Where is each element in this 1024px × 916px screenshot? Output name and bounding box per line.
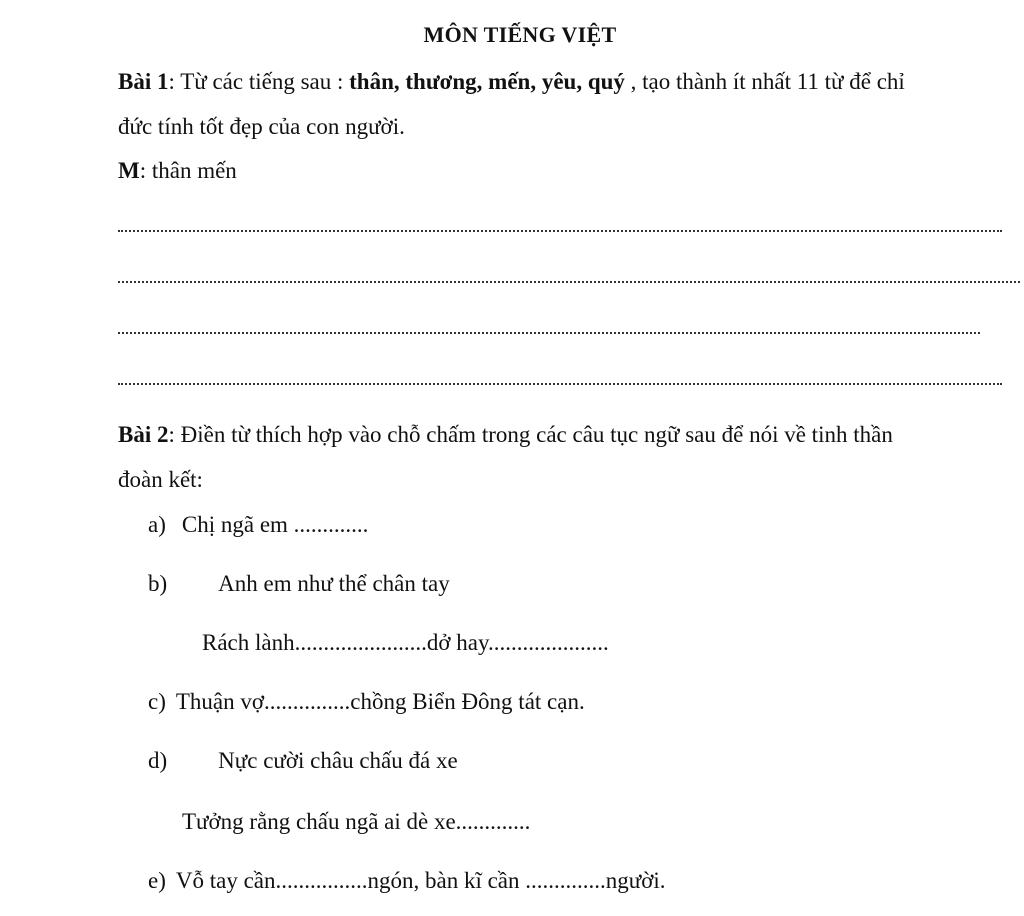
item-b-line2: Rách lành.......................dở hay.....................: [202, 630, 609, 655]
example-text: : thân mến: [139, 158, 237, 183]
bai1-label: Bài 1: [118, 69, 169, 94]
item-d-line2: Tưởng rằng chấu ngã ai dè xe.............: [182, 809, 531, 834]
example-label: M: [118, 158, 140, 183]
bai1-words: thân, thương, mến, yêu, quý: [349, 69, 625, 94]
item-b-text: Anh em như thể chân tay: [218, 571, 450, 596]
answer-line-3: [118, 332, 980, 334]
page-title: MÔN TIẾNG VIỆT: [423, 22, 617, 47]
item-d-text: Nực cười châu chấu đá xe: [218, 748, 458, 773]
bai1-example: [118, 159, 237, 182]
bai1-line2: đức tính tốt đẹp của con người.: [118, 114, 405, 139]
answer-line-2: [118, 281, 1020, 283]
bai1-text-b: , tạo thành ít nhất 11 từ để chỉ: [624, 69, 905, 94]
item-d-marker: d): [148, 748, 168, 773]
bai2-line2: đoàn kết:: [118, 467, 203, 492]
item-c-marker: c): [148, 689, 166, 714]
item-b: [148, 572, 450, 595]
item-a: [148, 513, 368, 536]
item-c: [148, 690, 585, 713]
item-a-marker: a): [148, 512, 166, 537]
answer-line-1: [118, 230, 1002, 232]
item-e-text: Vỗ tay cần................ngón, bàn kĩ cần ..............người.: [175, 868, 666, 893]
bai2-text: : Điền từ thích hợp vào chỗ chấm trong các câu tục ngữ sau để nói về tinh thần: [168, 422, 893, 447]
answer-line-4: [118, 383, 1002, 385]
item-e: [148, 869, 666, 892]
item-a-text: Chị ngã em .............: [181, 512, 369, 537]
bai1-line1: [118, 70, 905, 93]
item-d: [148, 749, 458, 772]
bai1-text-a: : Từ các tiếng sau :: [168, 69, 350, 94]
item-b-marker: b): [148, 571, 168, 596]
item-e-marker: e): [148, 868, 166, 893]
item-c-text: Thuận vợ...............chồng Biển Đông tát cạn.: [175, 689, 585, 714]
bai2-line1: [118, 423, 893, 446]
bai2-label: Bài 2: [118, 422, 169, 447]
